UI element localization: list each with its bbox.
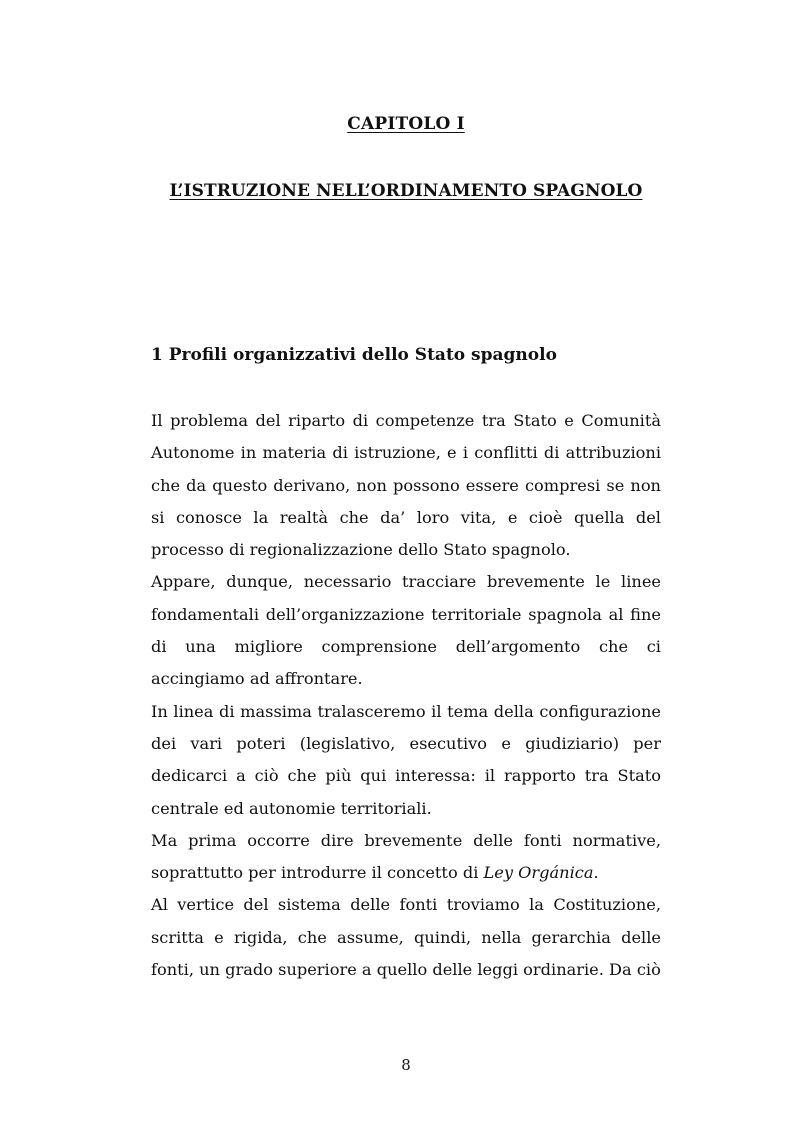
chapter-label: CAPITOLO I — [347, 114, 465, 134]
chapter-title: L’ISTRUZIONE NELL’ORDINAMENTO SPAGNOLO — [169, 181, 643, 201]
page-number: 8 — [401, 1056, 411, 1074]
paragraph-fonti — [151, 825, 661, 890]
paragraph: Appare, dunque, necessario tracciare brevemente le linee fondamentali dell’organizzazione territoriale spagnola al fine di una migliore comprensione dell’argomento che ci accingiamo ad affrontare. — [151, 572, 661, 689]
paragraph-fonti-after: . — [593, 863, 599, 883]
paragraph: Il problema del riparto di competenze tra Stato e Comunità Autonome in materia di istruzione, e i conflitti di attribuzioni che da questo derivano, non possono essere compresi se non si conosce la realtà che da’ loro vita, e cioè quella del processo di regionalizzazione dello Stato spagnolo. — [151, 411, 661, 560]
paragraph-fonti-before: Ma prima occorre dire brevemente delle fonti normative, soprattutto per introdurre il concetto di — [151, 830, 661, 883]
section-heading: 1 Profili organizzativi dello Stato spagnolo — [151, 345, 557, 365]
body-text — [151, 405, 661, 986]
paragraph: Al vertice del sistema delle fonti troviamo la Costituzione, scritta e rigida, che assume, quindi, nella gerarchia delle fonti, un grado superiore a quello delle leggi ordinarie. Da ciò — [151, 895, 661, 980]
paragraph: In linea di massima tralasceremo il tema della configurazione dei vari poteri (legislativo, esecutivo e giudiziario) per dedicarci a ciò che più qui interessa: il rapporto tra Stato centrale ed autonomie territoriali. — [151, 701, 661, 818]
ley-organica-term: Ley Orgánica — [483, 863, 594, 883]
